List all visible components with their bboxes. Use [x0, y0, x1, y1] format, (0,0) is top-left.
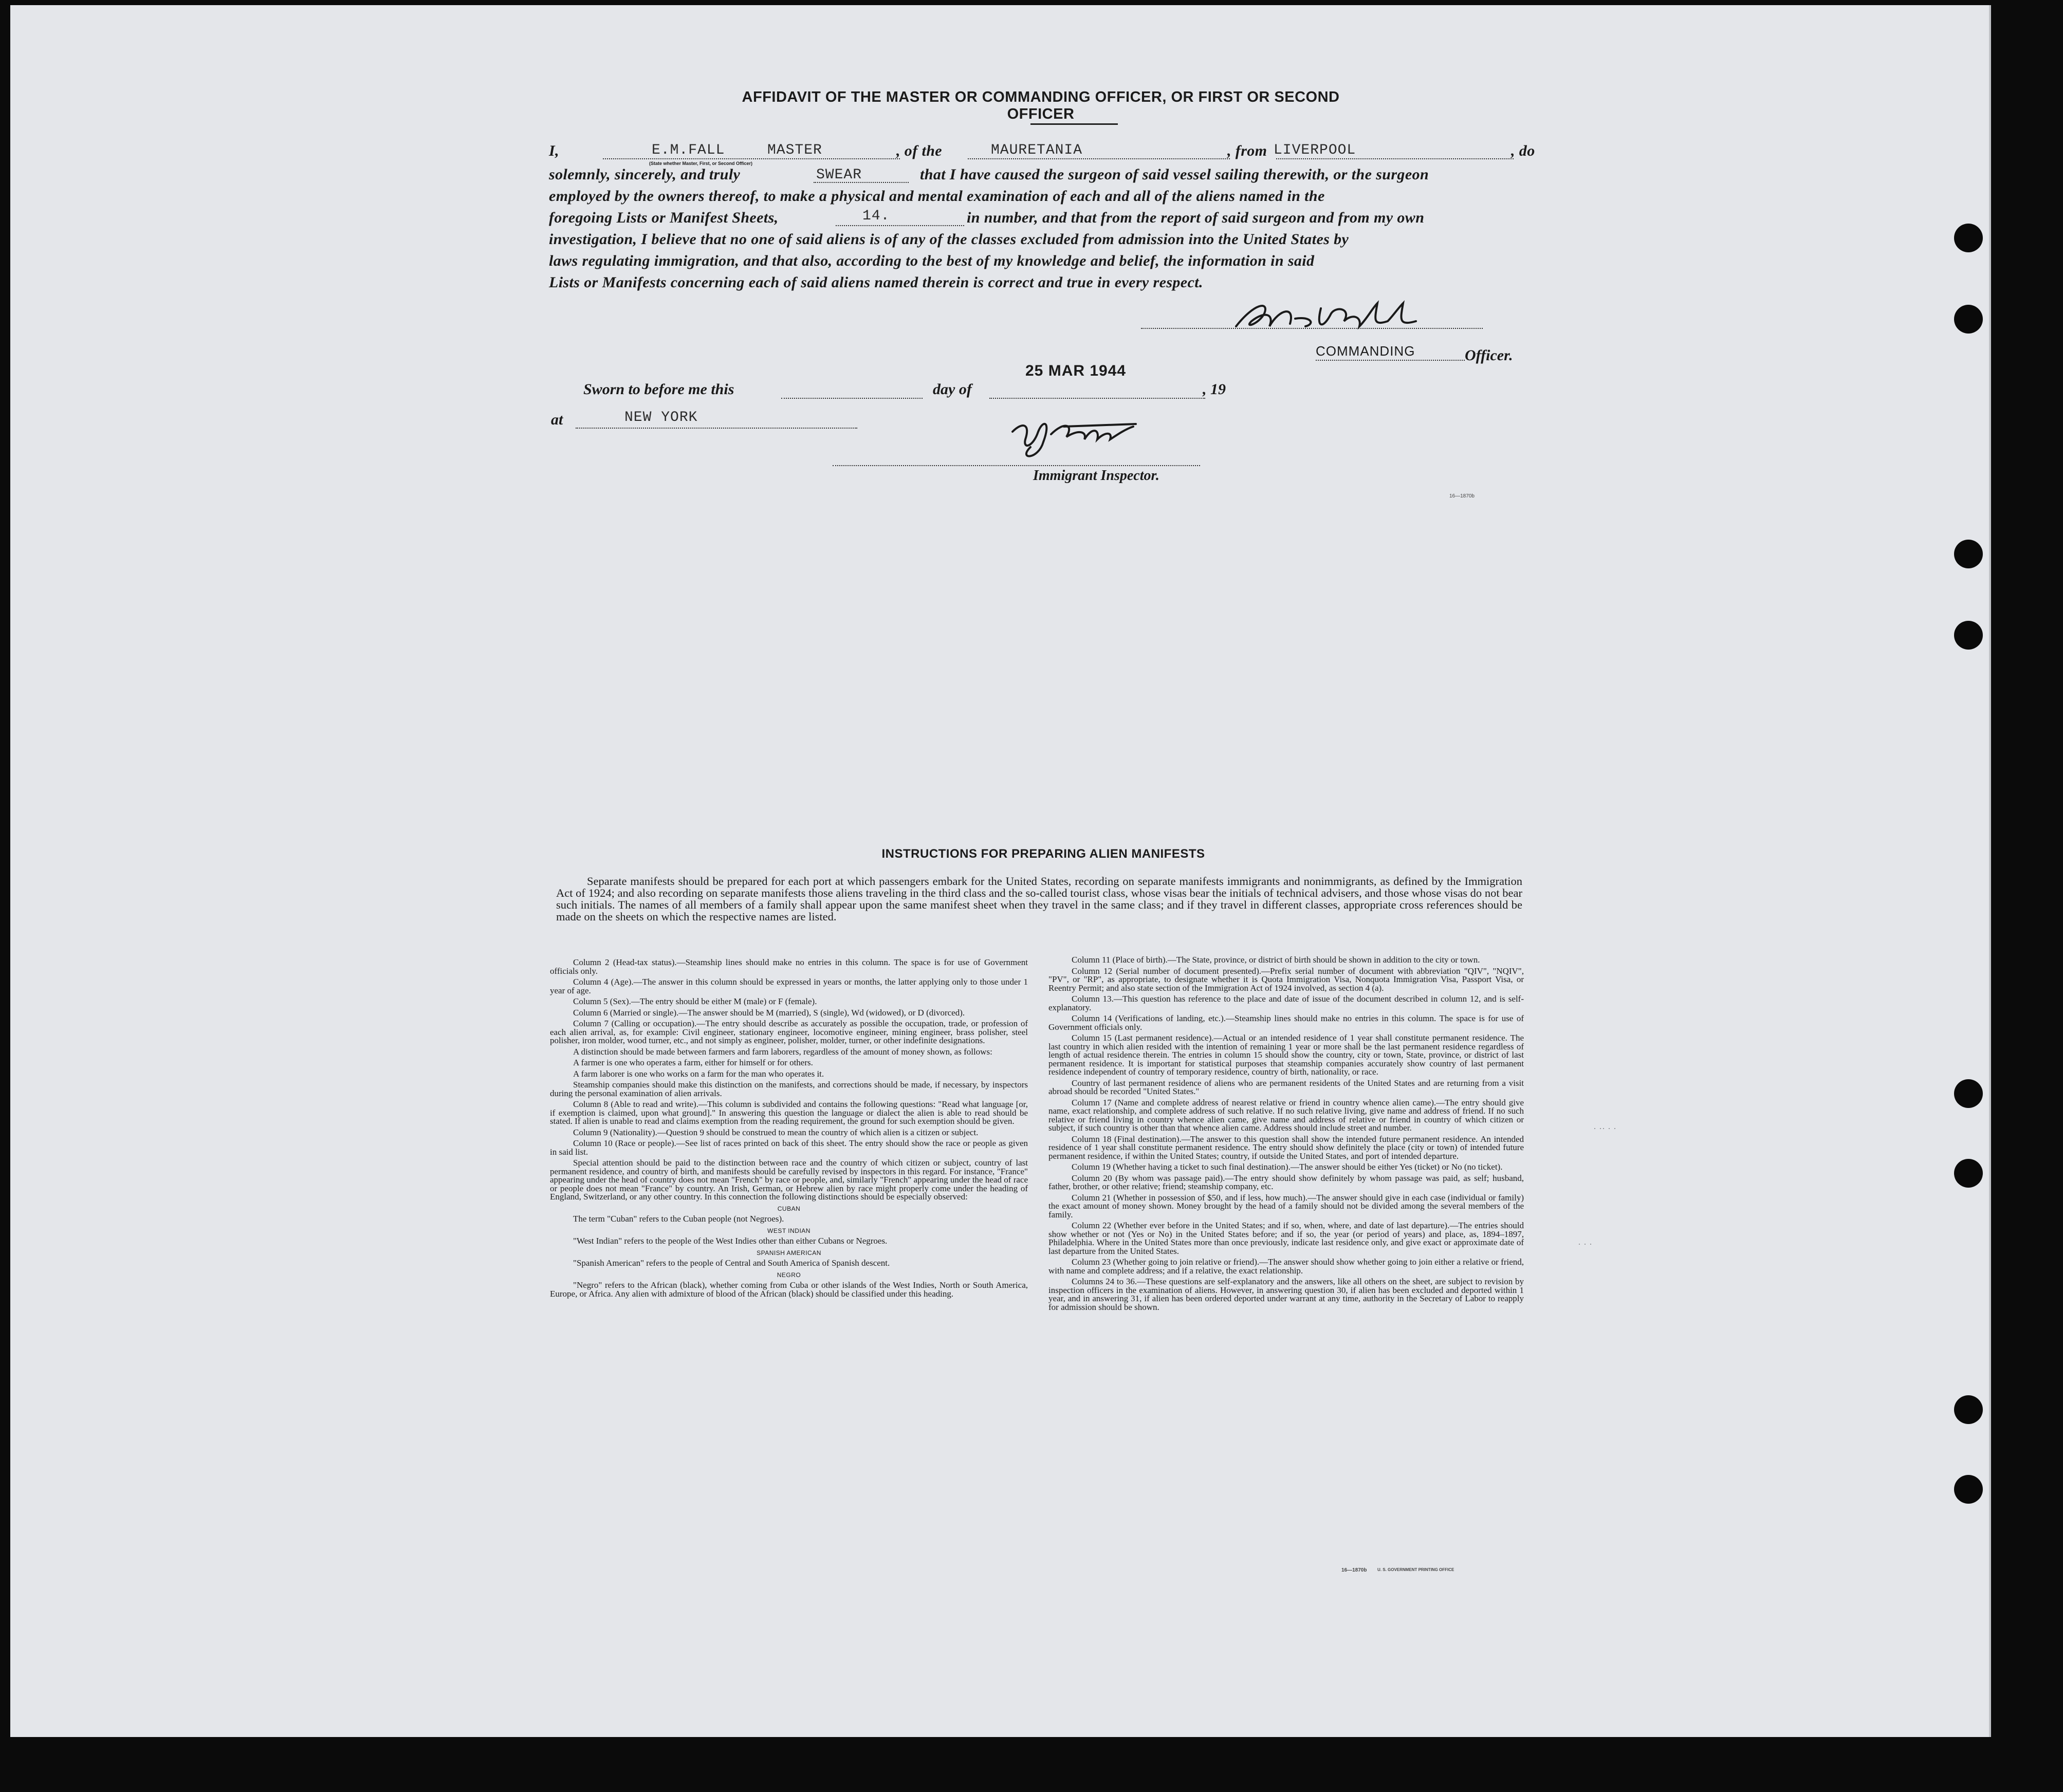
- instruction-paragraph: Column 5 (Sex).—The entry should be either M (male) or F (female).: [573, 996, 817, 1006]
- affidavit-line-3: [549, 188, 1525, 209]
- instruction-paragraph: Column 11 (Place of birth).—The State, province, or district of birth should be shown in addition to the city or town.: [1072, 955, 1480, 965]
- port-fill-line: [1276, 158, 1514, 159]
- signature-line: [1141, 328, 1483, 329]
- instruction-paragraph: Column 8 (Able to read and write).—This column is subdivided and contains the following questions: "Read what language [or, if exemption is claimed, upon what ground]." In answering this question the language or dialect the alien is able to read should be stated. If alien is unable to read and claims exemption from the reading requirement, the ground for such exemption should be given.: [550, 1099, 1028, 1126]
- sheets-fill-line: [836, 225, 964, 226]
- day-of-label: day of: [933, 381, 972, 398]
- year-label: , 19: [1203, 381, 1226, 398]
- ship-name: MAURETANIA: [991, 142, 1083, 158]
- oath-lead: solemnly, sincerely, and truly: [549, 166, 741, 183]
- instruction-paragraph: "Negro" refers to the African (black), whether coming from Cuba or other islands of the West Indies, North or South America, Europe, or Africa. Any alien with admixture of blood of the African (black) should be classified under this heading.: [550, 1280, 1028, 1299]
- instruction-paragraph: Column 21 (Whether in possession of $50, and if less, how much).—The answer should give in each case (individual or family) the exact amount of money shown. Money brought by the head of a family should not be divided among the several members of the family.: [1048, 1192, 1524, 1220]
- punch-hole: [1954, 224, 1983, 252]
- section-heading: SPANISH AMERICAN: [757, 1249, 821, 1257]
- instructions-left-column: [550, 958, 1028, 1301]
- date-stamp: 25 MAR 1944: [1025, 362, 1127, 379]
- officer-fill-line: [1316, 360, 1465, 361]
- footer-form-number: 16—1870b: [1341, 1567, 1367, 1573]
- section-heading: CUBAN: [777, 1205, 801, 1212]
- affidavit-title: AFFIDAVIT OF THE MASTER OR COMMANDING OFFICER, OR FIRST OR SECOND OFFICER: [742, 89, 1340, 122]
- label-do: , do: [1511, 142, 1535, 159]
- affidavit-line-7: [549, 274, 1525, 295]
- sheet-count: 14.: [862, 208, 890, 224]
- affidavit-text: Lists or Manifests concerning each of said aliens named therein is correct and true in every respect.: [549, 274, 1203, 291]
- sworn-month-line: [989, 398, 1205, 399]
- instruction-paragraph: Country of last permanent residence of aliens who are permanent residents of the United States and are returning from a visit abroad should be recorded "United States.": [1048, 1078, 1524, 1096]
- oath-word: SWEAR: [816, 167, 862, 183]
- officer-rank: MASTER: [767, 142, 822, 158]
- instruction-paragraph: "West Indian" refers to the people of the West Indies other than either Cubans or Negroes.: [573, 1236, 888, 1246]
- label-of-the: , of the: [896, 142, 943, 159]
- instruction-paragraph: Column 6 (Married or single).—The answer should be M (married), S (single), Wd (widowed), or D (divorced).: [573, 1007, 965, 1018]
- officer-label: Officer.: [1465, 347, 1513, 364]
- inspector-label: Immigrant Inspector.: [1033, 468, 1159, 484]
- instruction-paragraph: Column 12 (Serial number of document presented).—Prefix serial number of document with abbreviation "QIV", "NQIV", "PV", or "RP", as appropriate, to designate whether it is Quota Immigration Visa, Nonquota Immigration Visa, Passport Visa, or Reentry Permit; and also state section of the Immigration Act of 1924 involved, as section 4 (a).: [1048, 966, 1524, 993]
- master-signature: [1233, 298, 1439, 342]
- punch-hole: [1954, 305, 1983, 334]
- sworn-day-line: [781, 398, 923, 399]
- instruction-paragraph: Column 23 (Whether going to join relative or friend).—The answer should show whether going to join either a relative or friend, with name and complete address; and if a relative, the exact relationship.: [1048, 1257, 1524, 1276]
- affidavit-text: investigation, I believe that no one of said aliens is of any of the classes excluded from admission into the United States by: [549, 231, 1349, 248]
- section-heading: NEGRO: [777, 1271, 801, 1279]
- instruction-paragraph: Column 7 (Calling or occupation).—The entry should describe as accurately as possible the occupation, trade, or profession of each alien arrival, as, for example: Civil engineer, stationary engineer, locomotive engineer, mining engineer, brass polisher, steel polisher, iron molder, wood turner, etc., and not simply as engineer, polisher, molder, turner, or other indefinite designations.: [550, 1019, 1028, 1045]
- instruction-paragraph: The term "Cuban" refers to the Cuban people (not Negroes).: [573, 1214, 784, 1224]
- affidavit-text: laws regulating immigration, and that also, according to the best of my knowledge and belief, the information in said: [549, 252, 1315, 269]
- bleed-through-mark: · ·· · ·: [1593, 1123, 1616, 1133]
- instruction-paragraph: A farmer is one who operates a farm, either for himself or for others.: [573, 1058, 813, 1067]
- instruction-paragraph: Column 18 (Final destination).—The answer to this question shall show the intended future permanent residence. An intended residence of 1 year shall constitute permanent residence. The entry should show definitely the place (city or town) of intended future permanent residence, if within the United States; country, if outside the United States, and port of intended departure.: [1048, 1134, 1524, 1161]
- label-from: , from: [1227, 142, 1267, 159]
- punch-hole: [1954, 540, 1983, 568]
- instruction-paragraph: Column 14 (Verifications of landing, etc.).—Steamship lines should make no entries in this column. The space is for use of Government officials only.: [1048, 1013, 1524, 1032]
- affidavit-line-2: [549, 166, 1525, 188]
- instruction-paragraph: Column 10 (Race or people).—See list of races printed on back of this sheet. The entry should show the race or people as given in said list.: [550, 1138, 1028, 1157]
- sheets-text: in number, and that from the report of said surgeon and from my own: [967, 209, 1425, 226]
- at-label: at: [551, 411, 563, 428]
- rank-note: (State whether Master, First, or Second Officer): [649, 161, 753, 166]
- punch-hole: [1954, 621, 1983, 650]
- affidavit-line-4: [549, 209, 1525, 231]
- inspector-signature: [1002, 411, 1187, 465]
- instruction-paragraph: "Spanish American" refers to the people of Central and South America of Spanish descent.: [573, 1258, 890, 1268]
- inspector-line: [833, 465, 1200, 466]
- punch-hole: [1954, 1475, 1983, 1504]
- instruction-paragraph: Column 20 (By whom was passage paid).—The entry should show definitely by whom passage was paid, as self; husband, father, brother, or other relative; friend; steamship company, etc.: [1048, 1173, 1524, 1191]
- instruction-paragraph: Column 19 (Whether having a ticket to such final destination).—The answer should be either Yes (ticket) or No (no ticket).: [1072, 1162, 1503, 1172]
- affidavit-text: employed by the owners thereof, to make a physical and mental examination of each and all of the aliens named in the: [549, 188, 1325, 205]
- instructions-intro: Separate manifests should be prepared for each port at which passengers embark for the United States, recording on separate manifests immigrants and nonimmigrants, as defined by the Immigration Act of 1924; and also recording on separate manifests those aliens traveling in the third class and the so-called tourist class, whose visas bear the initials of technical advisers, and those whose visas do not bear such initials. The names of all members of a family shall appear upon the same manifest sheet when they travel in the same class; and if they travel in different classes, appropriate cross references should be made on the sheets on which the respective names are listed.: [556, 875, 1522, 923]
- punch-hole: [1954, 1159, 1983, 1188]
- bleed-through-mark: · · ·: [1578, 1239, 1592, 1249]
- manifest-sheet: [10, 5, 1991, 1737]
- swearing-place: NEW YORK: [624, 410, 698, 426]
- instruction-paragraph: A farm laborer is one who works on a farm for the man who operates it.: [573, 1068, 824, 1079]
- sheets-lead: foregoing Lists or Manifest Sheets,: [549, 209, 779, 226]
- instruction-paragraph: Column 13.—This question has reference to the place and date of issue of the document described in column 12, and is self-explanatory.: [1048, 994, 1524, 1012]
- name-fill-line: [603, 158, 900, 159]
- instructions-title: INSTRUCTIONS FOR PREPARING ALIEN MANIFESTS: [881, 847, 1205, 861]
- instruction-paragraph: A distinction should be made between farmers and farm laborers, regardless of the amount of money shown, as follows:: [573, 1046, 992, 1057]
- title-rule: [1030, 123, 1118, 125]
- instruction-paragraph: Steamship companies should make this distinction on the manifests, and corrections should be made, if necessary, by inspectors during the personal examination of alien arrivals.: [550, 1080, 1028, 1098]
- officer-title-stamp: COMMANDING: [1316, 343, 1415, 359]
- ship-fill-line: [968, 158, 1230, 159]
- instruction-paragraph: Column 9 (Nationality).—Question 9 should be construed to mean the country of which alien is a citizen or subject.: [573, 1127, 979, 1137]
- departure-port: LIVERPOOL: [1274, 142, 1356, 158]
- instruction-paragraph: Column 2 (Head-tax status).—Steamship lines should make no entries in this column. The space is for use of Government officials only.: [550, 957, 1028, 976]
- punch-hole: [1954, 1395, 1983, 1424]
- label-i: I,: [549, 142, 559, 159]
- instruction-paragraph: Columns 24 to 36.—These questions are self-explanatory and the answers, like all others on the sheet, are subject to revision by inspection officers in the examination of aliens. However, in answering question 30, if alien has been excluded and deported within 1 year, and in answering 31, if alien has been ordered deported under warrant at any time, authority in the Secretary of Labor to reapply for admission should be shown.: [1048, 1277, 1524, 1312]
- affidavit-line-6: [549, 252, 1525, 274]
- affidavit-line-5: [549, 231, 1525, 252]
- place-fill-line: [576, 428, 857, 429]
- section-heading: WEST INDIAN: [767, 1227, 811, 1234]
- officer-name: E.M.FALL: [652, 142, 725, 158]
- instruction-paragraph: Column 22 (Whether ever before in the United States; and if so, when, where, and date of last departure).—The entries should show whether or not (Yes or No) in the United States before; and if so, the year (or period of years) and place, as, 1894–1897, Philadelphia. Where in the United States more than once previously, indicate last residence only, and give exact or approximate date of last departure from the United States.: [1048, 1221, 1524, 1256]
- footer-printing-office: U. S. GOVERNMENT PRINTING OFFICE: [1377, 1567, 1454, 1572]
- instruction-paragraph: Column 15 (Last permanent residence).—Actual or an intended residence of 1 year shall constitute permanent residence. The last country in which alien resided with the intention of remaining 1 year or more shall be the last permanent residence regardless of length of actual residence therein. The entries in column 15 should show the country, city or town, State, province, or district of last permanent residence. It is important for statistical purposes that steamship companies accurately show country of last permanent residence independent of country of temporary residence, country of birth, nationality, or race.: [1048, 1033, 1524, 1077]
- instruction-paragraph: Column 4 (Age).—The answer in this column should be expressed in years or months, the latter applying only to those under 1 year of age.: [550, 977, 1028, 995]
- form-number: 16—1870b: [1449, 493, 1475, 499]
- oath-text: that I have caused the surgeon of said vessel sailing therewith, or the surgeon: [920, 166, 1429, 183]
- sworn-label: Sworn to before me this: [583, 381, 734, 398]
- instructions-right-column: [1048, 956, 1524, 1314]
- instruction-paragraph: Special attention should be paid to the distinction between race and the country of which citizen or subject, country of last permanent residence, and country of birth, and manifests should be carefully revised by inspectors in this regard. For instance, "France" appearing under the head of country does not mean "French" by race or people, and, similarly "French" appearing under the head of race or people does not mean "France" by country. An Irish, German, or Hebrew alien by race might properly come under the heading of England, Switzerland, or any other country. In this connection the following distinctions should be especially observed:: [550, 1158, 1028, 1202]
- instruction-paragraph: Column 17 (Name and complete address of nearest relative or friend in country whence alien came).—The entry should give name, exact relationship, and complete address of such relative. If no such relative living, give name and address of friend. If no such relative or friend living in country whence alien came, give name and address of relative or friend in country of which citizen or subject, if such country is other than that whence alien came. Address should include street and number.: [1048, 1097, 1524, 1133]
- punch-hole: [1954, 1079, 1983, 1108]
